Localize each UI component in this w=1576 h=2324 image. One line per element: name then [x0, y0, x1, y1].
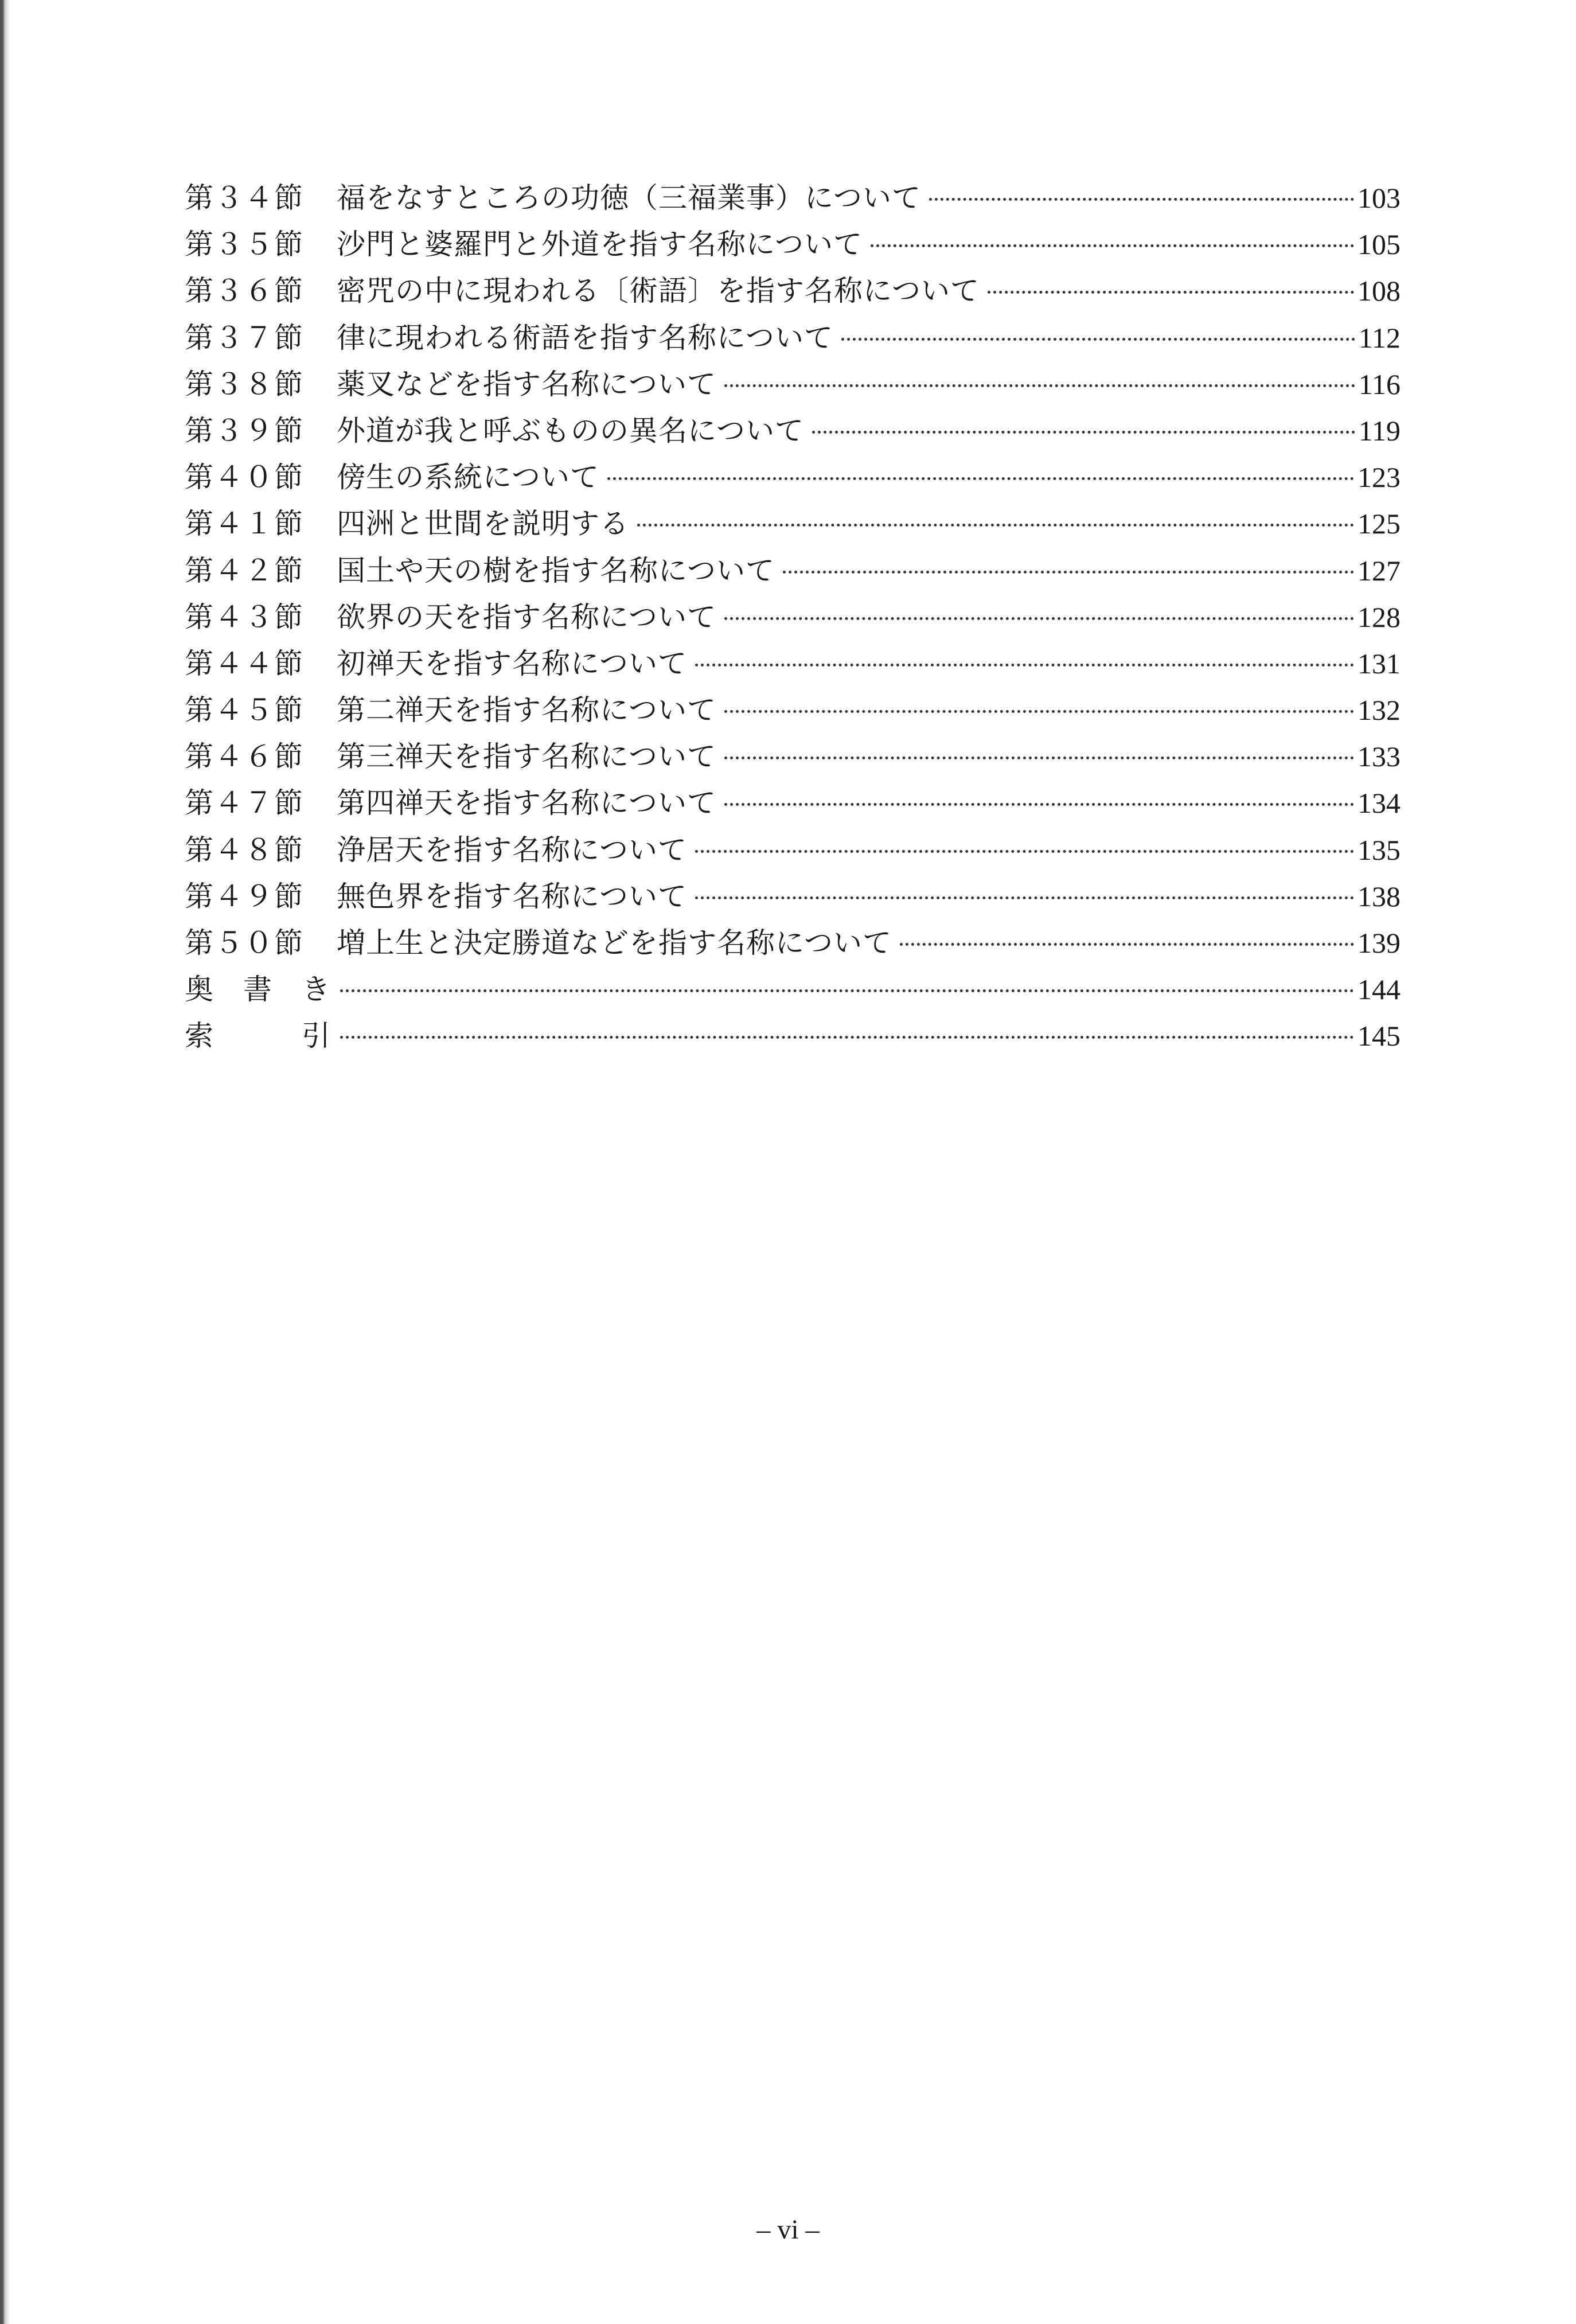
dot-leader — [900, 943, 1354, 946]
dot-leader — [695, 664, 1354, 666]
section-number: 第４１節 — [185, 507, 304, 541]
page-number: 135 — [1357, 833, 1401, 866]
binding-shadow — [0, 0, 13, 2324]
okugaki-char: 奥 — [185, 973, 214, 1007]
page-number: 138 — [1357, 880, 1401, 913]
dot-leader — [724, 757, 1354, 759]
dot-leader — [340, 989, 1354, 992]
toc-entry-34 — [185, 175, 1401, 221]
toc-entry-okugaki — [185, 966, 1401, 1013]
dot-leader — [695, 896, 1354, 899]
page-number: 116 — [1358, 368, 1401, 400]
section-title: 国土や天の樹を指す名称について — [337, 553, 775, 587]
toc-entry-43 — [185, 594, 1401, 641]
section-number: 第４０節 — [185, 461, 304, 494]
dot-leader — [929, 198, 1354, 201]
dot-leader — [724, 710, 1354, 713]
toc-entry-46 — [185, 734, 1401, 780]
okugaki-char: き — [302, 973, 331, 1007]
page-number: 123 — [1357, 461, 1401, 494]
page-number: 128 — [1357, 601, 1401, 633]
section-title: 第二禅天を指す名称について — [337, 693, 716, 727]
toc-entry-41 — [185, 501, 1401, 547]
section-title: 薬叉などを指す名称について — [337, 367, 716, 401]
toc-entry-42 — [185, 548, 1401, 594]
dot-leader — [841, 338, 1355, 341]
section-number: 第４３節 — [185, 600, 304, 634]
page-number: 134 — [1357, 787, 1401, 820]
toc-entry-50 — [185, 920, 1401, 966]
section-number: 第４６節 — [185, 740, 304, 774]
okugaki-char: 書 — [243, 973, 273, 1007]
section-title: 福をなすところの功徳（三福業事）について — [337, 181, 921, 215]
section-number: 第５０節 — [185, 926, 304, 960]
sakuin-label — [185, 1013, 331, 1059]
page-number: 108 — [1357, 275, 1401, 307]
dot-leader — [340, 1036, 1354, 1039]
section-title: 第三禅天を指す名称について — [337, 740, 716, 774]
page-number: 125 — [1357, 508, 1401, 540]
table-of-contents — [185, 175, 1401, 1060]
section-number: 第３９節 — [185, 414, 304, 447]
page-number: 133 — [1357, 740, 1401, 773]
section-number: 第３６節 — [185, 274, 304, 308]
page-number: 139 — [1357, 927, 1401, 959]
section-title: 無色界を指す名称について — [337, 879, 687, 913]
page-number: 112 — [1358, 321, 1401, 354]
toc-entry-44 — [185, 641, 1401, 687]
page-number: 105 — [1357, 228, 1401, 261]
toc-entry-48 — [185, 827, 1401, 874]
section-number: 第３４節 — [185, 181, 304, 215]
section-number: 第３８節 — [185, 367, 304, 401]
section-title: 四洲と世間を説明する — [337, 507, 629, 541]
dot-leader — [637, 524, 1354, 527]
toc-entry-40 — [185, 454, 1401, 501]
dot-leader — [695, 850, 1354, 853]
toc-entry-37 — [185, 315, 1401, 361]
toc-entry-39 — [185, 408, 1401, 454]
toc-entry-47 — [185, 780, 1401, 826]
page-number: 127 — [1357, 554, 1401, 587]
dot-leader — [724, 617, 1354, 620]
toc-entry-45 — [185, 687, 1401, 734]
dot-leader — [988, 291, 1354, 294]
section-number: 第３７節 — [185, 321, 304, 354]
toc-entry-36 — [185, 268, 1401, 314]
dot-leader — [871, 244, 1354, 247]
page-number: 132 — [1357, 694, 1401, 727]
toc-entry-sakuin — [185, 1013, 1401, 1059]
toc-entry-35 — [185, 221, 1401, 268]
section-title: 第四禅天を指す名称について — [337, 786, 716, 820]
page-number: 131 — [1357, 647, 1401, 680]
section-number: 第４２節 — [185, 553, 304, 587]
section-title: 欲界の天を指す名称について — [337, 600, 716, 634]
section-title: 初禅天を指す名称について — [337, 646, 687, 680]
section-title: 密咒の中に現われる〔術語〕を指す名称について — [337, 274, 980, 308]
section-number: 第４４節 — [185, 646, 304, 680]
page-folio: – vi – — [756, 2214, 820, 2245]
toc-entry-38 — [185, 361, 1401, 408]
section-number: 第４５節 — [185, 693, 304, 727]
dot-leader — [783, 571, 1354, 574]
page-number: 103 — [1357, 182, 1401, 214]
page-number: 144 — [1357, 973, 1401, 1006]
section-number: 第３５節 — [185, 228, 304, 262]
dot-leader — [607, 477, 1354, 480]
sakuin-char: 索 — [185, 1019, 214, 1053]
section-number: 第４８節 — [185, 833, 304, 867]
section-title: 沙門と婆羅門と外道を指す名称について — [337, 228, 863, 262]
dot-leader — [724, 803, 1354, 806]
okugaki-label — [185, 966, 331, 1013]
section-title: 外道が我と呼ぶものの異名について — [337, 414, 804, 447]
section-title: 律に現われる術語を指す名称について — [337, 321, 833, 354]
page-number: 119 — [1358, 414, 1401, 447]
toc-entry-49 — [185, 874, 1401, 920]
dot-leader — [812, 431, 1355, 434]
dot-leader — [724, 384, 1355, 387]
section-number: 第４７節 — [185, 786, 304, 820]
section-title: 浄居天を指す名称について — [337, 833, 687, 867]
page-number: 145 — [1357, 1020, 1401, 1052]
sakuin-char: 引 — [302, 1019, 331, 1053]
section-title: 傍生の系統について — [337, 461, 599, 494]
section-number: 第４９節 — [185, 879, 304, 913]
section-title: 増上生と決定勝道などを指す名称について — [337, 926, 892, 960]
